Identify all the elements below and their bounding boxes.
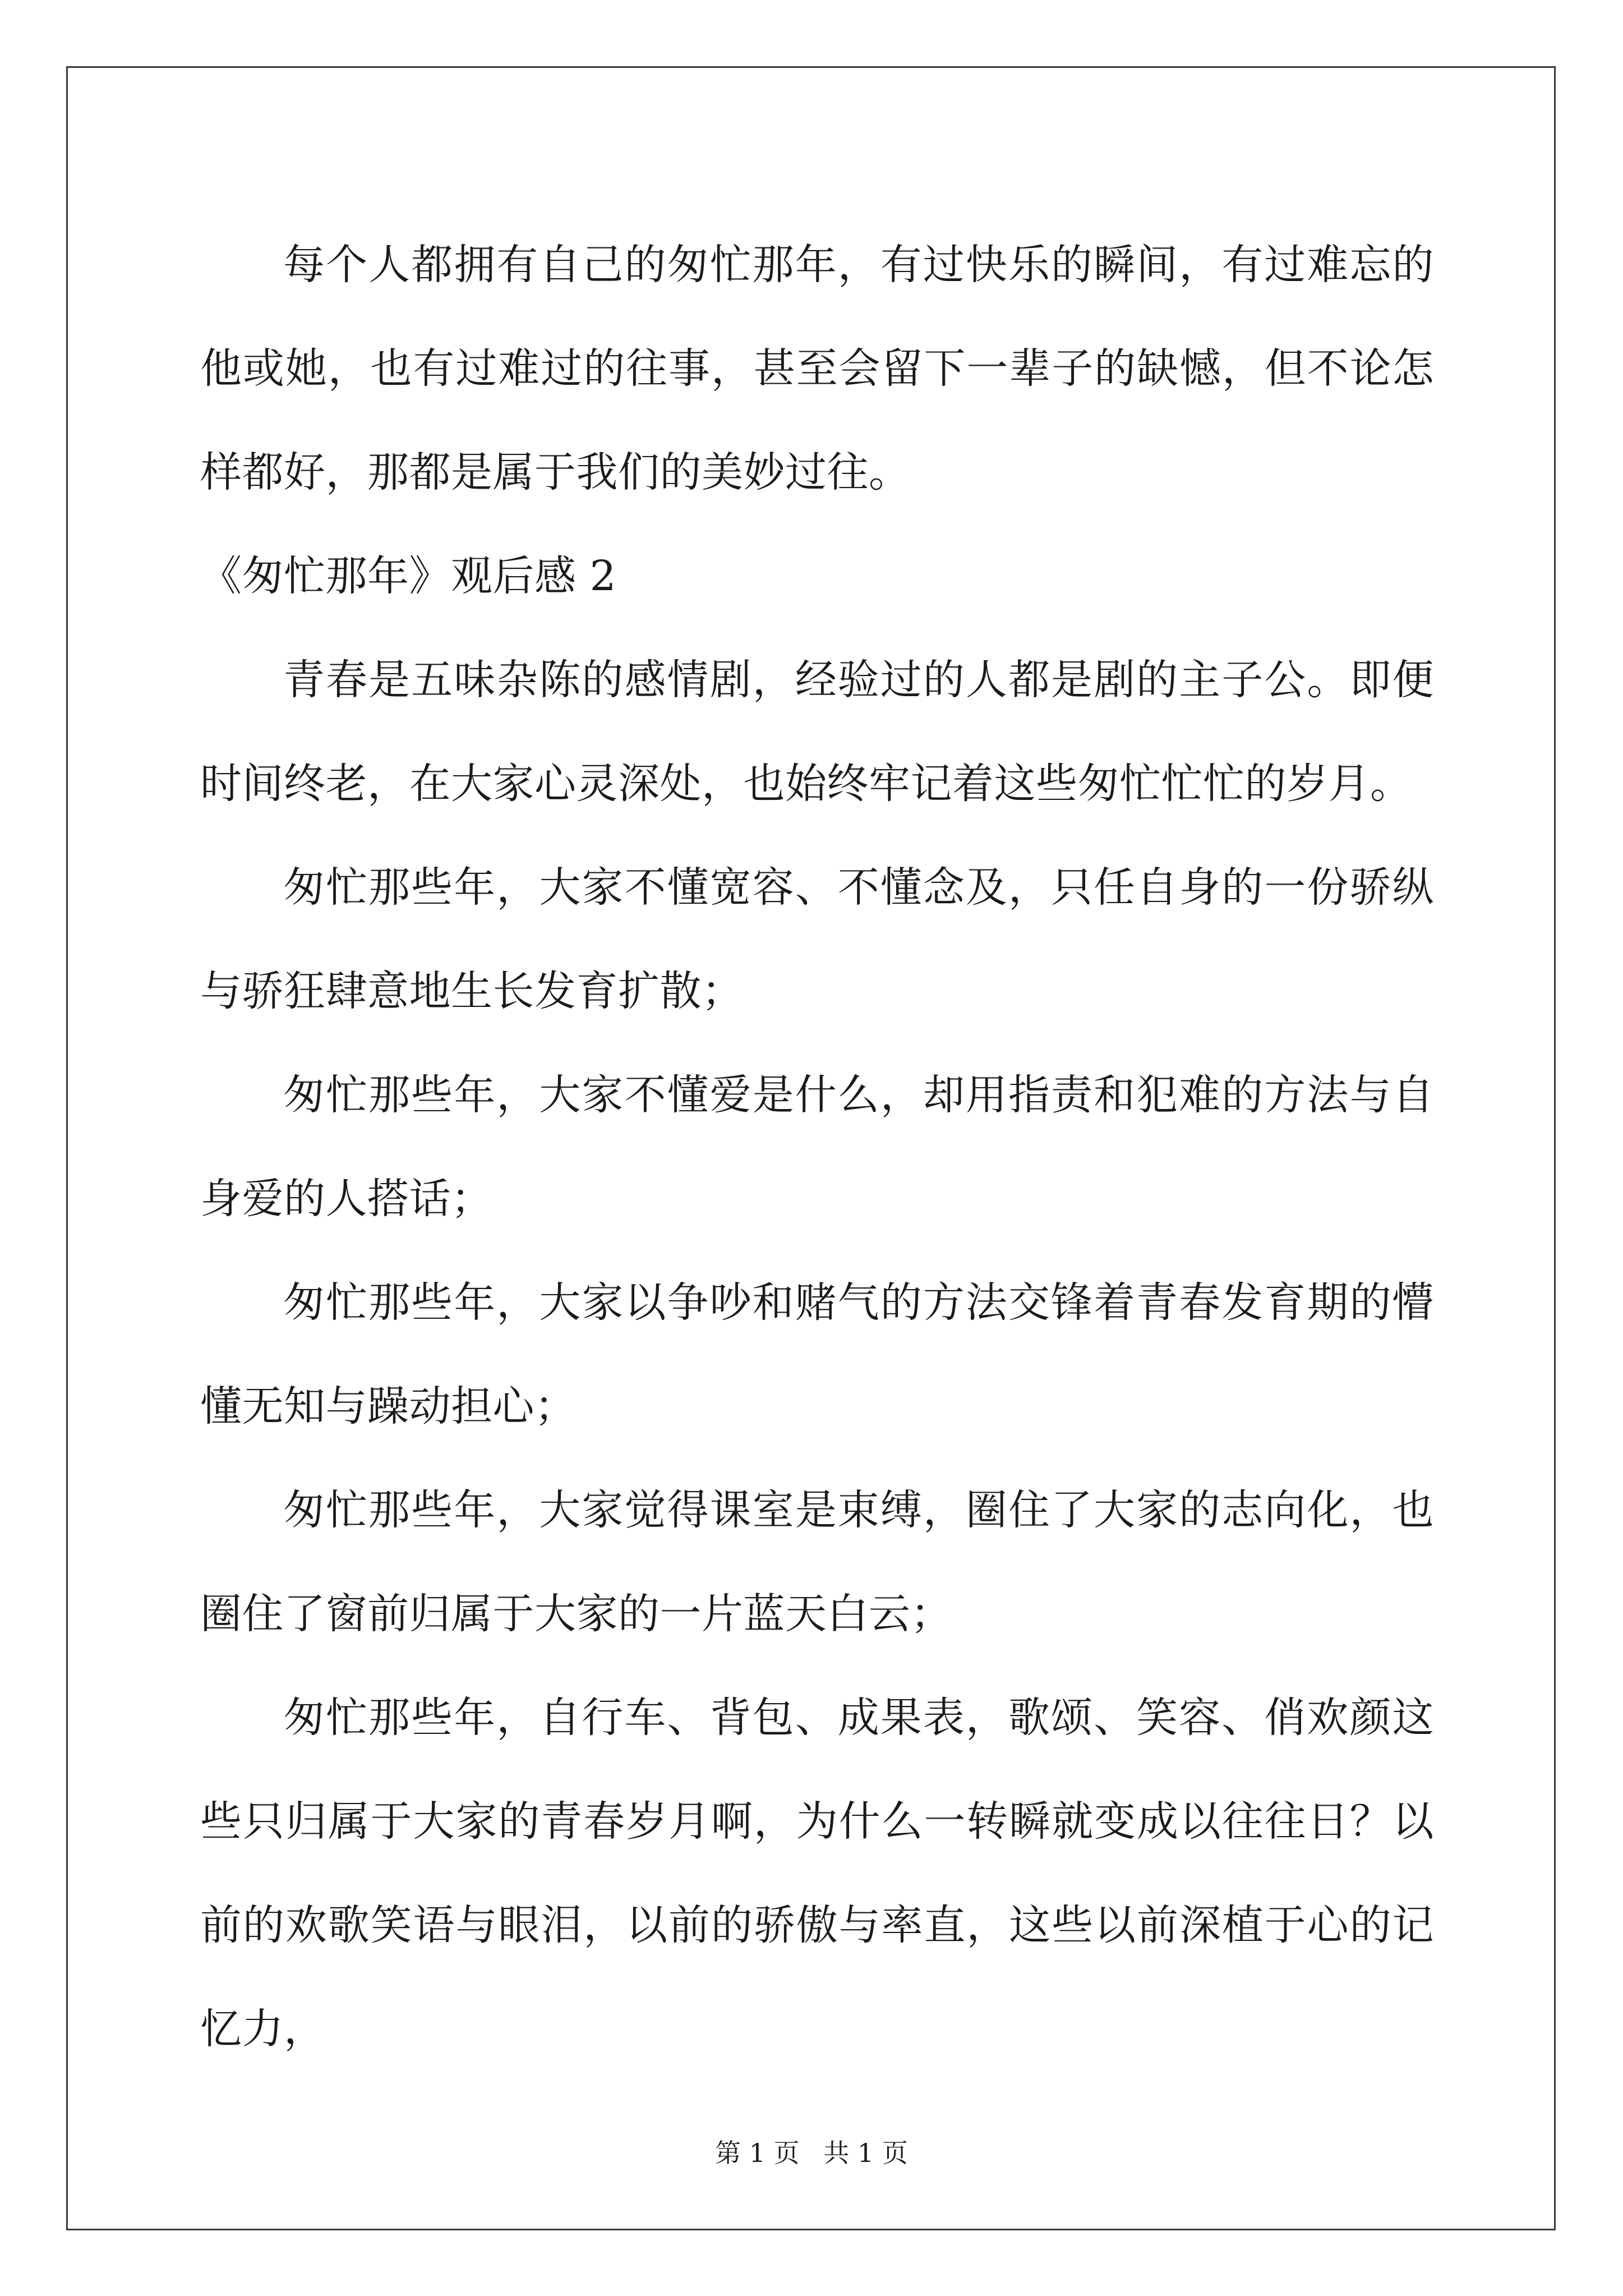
page-total: 共 1 页 [823,2138,908,2168]
document-body [200,213,1434,2081]
paragraph: 每个人都拥有自己的匆忙那年，有过快乐的瞬间，有过难忘的他或她，也有过难过的往事，甚至会留下一辈子的缺憾，但不论怎样都好，那都是属于我们的美妙过往。 [200,241,1434,496]
section-heading: 《匆忙那年》观后感 2 [200,552,617,600]
paragraph: 匆忙那些年，大家不懂宽容、不懂念及，只任自身的一份骄纵与骄狂肆意地生长发育扩散； [200,863,1434,1015]
page-footer [0,2136,1623,2170]
paragraph: 匆忙那些年，自行车、背包、成果表，歌颂、笑容、俏欢颜这些只归属于大家的青春岁月啊，为什么一转瞬就变成以往往日？以前的欢歌笑语与眼泪，以前的骄傲与率直，这些以前深植于心的记忆力， [200,1694,1434,2053]
page-number: 第 1 页 [715,2138,800,2168]
paragraph: 匆忙那些年，大家不懂爱是什么，却用指责和犯难的方法与自身爱的人搭话； [200,1071,1434,1223]
paragraph: 匆忙那些年，大家以争吵和赌气的方法交锋着青春发育期的懵懂无知与躁动担心； [200,1278,1434,1430]
paragraph: 青春是五味杂陈的感情剧，经验过的人都是剧的主子公。即便时间终老，在大家心灵深处，也始终牢记着这些匆忙忙忙的岁月。 [200,656,1434,808]
paragraph: 匆忙那些年，大家觉得课室是束缚，圈住了大家的志向化，也圈住了窗前归属于大家的一片蓝天白云； [200,1486,1434,1638]
